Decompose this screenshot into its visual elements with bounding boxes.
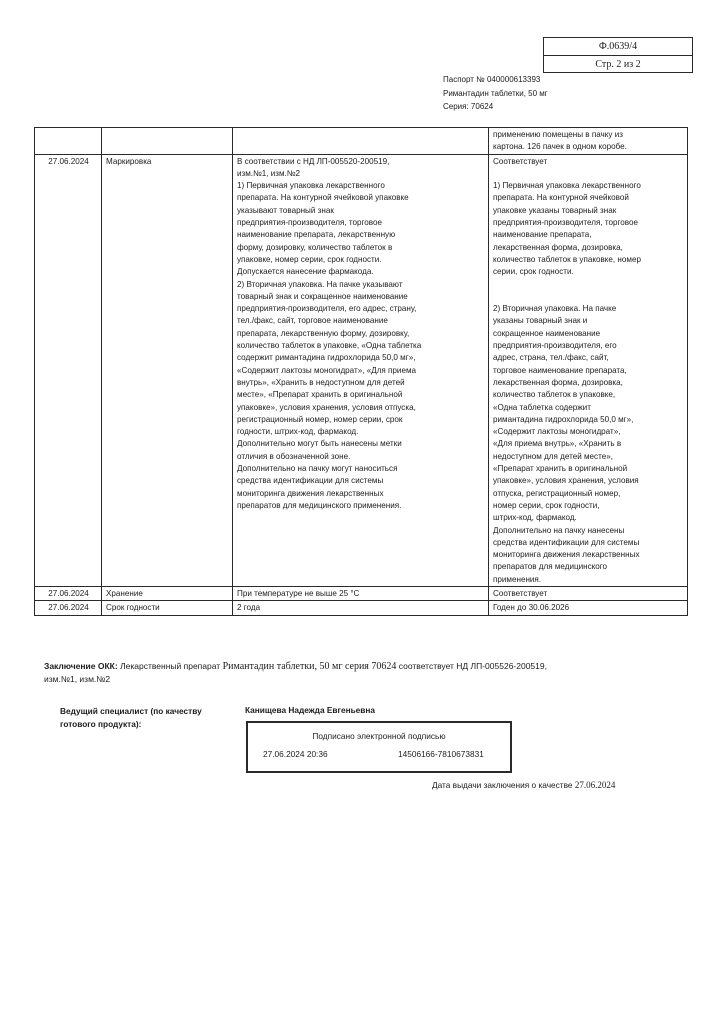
requirement-cell: При температуре не выше 25 °С bbox=[233, 586, 489, 600]
result-cell: Соответствует 1) Первичная упаковка лекарственного препарата. На контурной ячейковой упаковке указаны товарный знак предприятия-производителя, торговое наименование препарата, лекарственная форма, дозировка, количество таблеток в упаковке, номер серии, срок годности. 2) Вторичная упаковка. На пачке указаны товарный знак и сокращенное наименование предприятия-производителя, его адрес, страна, тел./факс, сайт, торговое наименование препарата, лекарственная форма, дозировка, количество таблеток в упаковке, «Одна таблетка содержит римантадина гидрохлорида 50,0 мг», «Содержит лактозы моногидрат», «Для приема внутрь», «Хранить в недоступном для детей месте», «Препарат хранить в оригинальной упаковке», условия хранения, условия отпуска, регистрационный номер, номер серии, срок годности, штрих-код, фармакод. Дополнительно на пачку нанесены средства идентификации для системы мониторинга движения лекарственных препаратов для медицинского применения. bbox=[489, 154, 688, 586]
conclusion-text-start: Лекарственный препарат bbox=[120, 661, 221, 671]
signature-id: 14506166-7810673831 bbox=[398, 749, 484, 759]
result-cell: Соответствует bbox=[489, 586, 688, 600]
issue-date-line bbox=[432, 780, 615, 790]
date-cell: 27.06.2024 bbox=[35, 154, 102, 586]
form-code: Ф.0639/4 bbox=[598, 41, 638, 52]
conclusion-label: Заключение ОКК: bbox=[44, 661, 118, 671]
signature-title: Подписано электронной подписью bbox=[312, 731, 446, 741]
result-cell: применению помещены в пачку из картона. 126 пачек в одном коробе. bbox=[489, 128, 688, 155]
page-number: Стр. 2 из 2 bbox=[544, 55, 692, 73]
conclusion-product: Римантадин таблетки, 50 мг серия 70624 bbox=[222, 661, 397, 672]
passport-number: Паспорт № 040000613393 bbox=[443, 75, 541, 84]
indicator-cell: Срок годности bbox=[102, 601, 233, 615]
issue-date-label: Дата выдачи заключения о качестве bbox=[432, 780, 573, 790]
result-cell: Годен до 30.06.2026 bbox=[489, 601, 688, 615]
form-code-box bbox=[543, 37, 693, 73]
quality-table bbox=[34, 127, 688, 616]
specialist-label: Ведущий специалист (по качеству готового продукта): bbox=[60, 706, 202, 729]
passport-series: Серия: 70624 bbox=[443, 102, 494, 111]
requirement-cell bbox=[233, 128, 489, 155]
passport-header bbox=[443, 73, 548, 114]
date-cell: 27.06.2024 bbox=[35, 601, 102, 615]
issue-date: 27.06.2024 bbox=[574, 780, 616, 790]
table-row bbox=[35, 154, 688, 586]
date-cell bbox=[35, 128, 102, 155]
table-row bbox=[35, 586, 688, 600]
table-row bbox=[35, 601, 688, 615]
requirement-cell: В соответствии с НД ЛП-005520-200519, изм.№1, изм.№2 1) Первичная упаковка лекарственного препарата. На контурной ячейковой упаковке указывают товарный знак предприятия-производителя, торговое наименование препарата, лекарственную форму, дозировку, количество таблеток в упаковке, номер серии, срок годности. Допускается нанесение фармакода. 2) Вторичная упаковка. На пачке указывают товарный знак и сокращенное наименование предприятия-производителя, его адрес, страну, тел./факс, сайт, торговое наименование препарата, лекарственную форму, дозировку, количество таблеток в упаковке, «Одна таблетка содержит римантадина гидрохлорида 50,0 мг», «Содержит лактозы моногидрат», «Для приема внутрь», «Хранить в недоступном для детей месте», «Препарат хранить в оригинальной упаковке», условия хранения, условия отпуска, регистрационный номер, номер серии, срок годности, штрих-код, фармакод. Дополнительно могут быть нанесены метки отличия в обозначенной зоне. Дополнительно на пачку могут наноситься средства идентификации для системы мониторинга движения лекарственных препаратов для медицинского применения. bbox=[233, 154, 489, 586]
indicator-cell: Маркировка bbox=[102, 154, 233, 586]
table-row bbox=[35, 128, 688, 155]
electronic-signature-stamp bbox=[246, 721, 512, 773]
conclusion-text-end: соответствует НД ЛП-005526-200519, bbox=[398, 661, 547, 671]
conclusion bbox=[44, 660, 664, 686]
passport-product: Римантадин таблетки, 50 мг bbox=[443, 88, 548, 98]
requirement-cell: 2 года bbox=[233, 601, 489, 615]
specialist-name: Канищева Надежда Евгеньевна bbox=[245, 705, 376, 715]
signature-datetime: 27.06.2024 20:36 bbox=[263, 749, 328, 759]
indicator-cell: Хранение bbox=[102, 586, 233, 600]
indicator-cell bbox=[102, 128, 233, 155]
date-cell: 27.06.2024 bbox=[35, 586, 102, 600]
conclusion-line2: изм.№1, изм.№2 bbox=[44, 674, 111, 684]
